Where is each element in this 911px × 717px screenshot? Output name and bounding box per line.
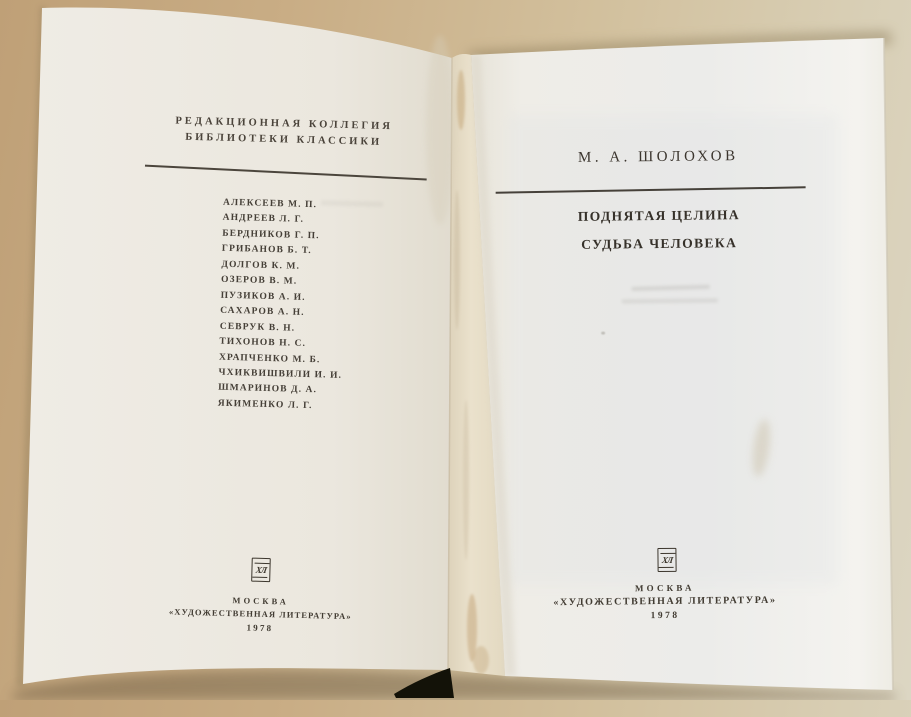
imprint-publisher: «ХУДОЖЕСТВЕННАЯ ЛИТЕРАТУРА» [553, 594, 777, 609]
ink-bleedthrough [632, 285, 710, 291]
imprint-year: 1978 [246, 622, 274, 634]
right-page-divider [496, 186, 806, 193]
page-speck [601, 332, 605, 335]
editorial-board-header-line1: РЕДАКЦИОННАЯ КОЛЛЕГИЯ [175, 115, 394, 133]
editor-name: СЕВРУК В. Н. [219, 321, 296, 334]
editor-name: БЕРДНИКОВ Г. П. [222, 228, 320, 242]
publisher-logo-monogram: ХЛ [659, 552, 676, 567]
imprint-publisher: «ХУДОЖЕСТВЕННАЯ ЛИТЕРАТУРА» [168, 606, 352, 622]
editor-name: ТИХОНОВ Н. С. [219, 336, 307, 350]
editor-name: ШМАРИНОВ Д. А. [218, 383, 318, 396]
page-stain [750, 418, 773, 478]
editor-name: ЯКИМЕНКО Л. Г. [217, 398, 313, 412]
editor-name: АЛЕКСЕЕВ М. П. [222, 197, 318, 211]
editor-name: ПУЗИКОВ А. И. [220, 290, 306, 303]
editor-name: АНДРЕЕВ Л. Г. [222, 213, 305, 226]
book-title-1: ПОДНЯТАЯ ЦЕЛИНА [577, 207, 741, 224]
publisher-logo-monogram: ХЛ [252, 562, 269, 577]
ink-bleedthrough [622, 298, 718, 303]
publisher-logo-icon [657, 548, 676, 572]
author-name: М. А. ШОЛОХОВ [577, 148, 739, 166]
editor-name: САХАРОВ А. Н. [220, 305, 305, 319]
imprint-city: МОСКВА [232, 595, 289, 607]
editor-name: ДОЛГОВ К. М. [221, 259, 301, 272]
editor-name: ОЗЕРОВ В. М. [220, 274, 298, 287]
editor-name: ГРИБАНОВ Б. Т. [221, 244, 312, 257]
editorial-board-header-line2: БИБЛИОТЕКИ КЛАССИКИ [185, 131, 383, 148]
imprint-year: 1978 [650, 610, 680, 622]
editor-name: ХРАПЧЕНКО М. Б. [218, 352, 321, 365]
book-title-2: СУДЬБА ЧЕЛОВЕКА [581, 235, 738, 252]
editor-name: ЧХИКВИШВИЛИ И. И. [218, 367, 343, 381]
imprint-city: МОСКВА [634, 582, 695, 594]
